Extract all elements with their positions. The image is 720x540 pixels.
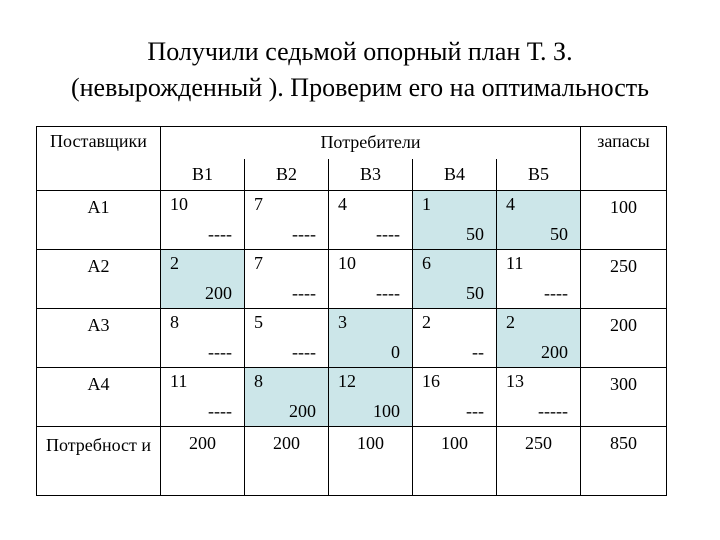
consumer-demand: 200 [245, 427, 329, 496]
plan-cell [329, 250, 413, 309]
plan-cell [245, 250, 329, 309]
cell-cost: 5 [254, 312, 263, 332]
demand-row [37, 427, 667, 496]
cell-shipment: 50 [466, 224, 484, 244]
supplier-stock: 200 [581, 309, 667, 368]
cell-cost: 6 [422, 253, 431, 273]
supplier-label: A1 [37, 191, 161, 250]
plan-cell [413, 250, 497, 309]
plan-cell [161, 309, 245, 368]
cell-cost: 13 [506, 371, 524, 391]
cell-shipment: ---- [376, 224, 400, 244]
cell-cost: 4 [506, 194, 515, 214]
cell-cost: 4 [338, 194, 347, 214]
header-suppliers: Поставщики [37, 127, 161, 191]
supplier-label: A3 [37, 309, 161, 368]
cell-shipment: 100 [373, 401, 400, 421]
header-consumer: B1 [161, 159, 245, 191]
plan-cell [329, 309, 413, 368]
cell-shipment: ---- [208, 342, 232, 362]
cell-shipment: 50 [550, 224, 568, 244]
plan-cell [161, 368, 245, 427]
plan-cell [497, 368, 581, 427]
consumer-demand: 250 [497, 427, 581, 496]
supplier-row [37, 191, 667, 250]
consumer-demand: 100 [329, 427, 413, 496]
cell-shipment: 50 [466, 283, 484, 303]
plan-cell [329, 191, 413, 250]
cell-cost: 10 [338, 253, 356, 273]
cell-shipment: 200 [541, 342, 568, 362]
plan-cell [245, 309, 329, 368]
cell-shipment: -- [472, 342, 484, 362]
cell-shipment: 0 [391, 342, 400, 362]
cell-cost: 1 [422, 194, 431, 214]
slide-title [0, 34, 720, 106]
header-consumer: B2 [245, 159, 329, 191]
cell-shipment: 200 [289, 401, 316, 421]
header-stocks: запасы [581, 127, 667, 191]
plan-cell [329, 368, 413, 427]
cell-shipment: ---- [376, 283, 400, 303]
total-stock: 850 [581, 427, 667, 496]
consumer-demand: 100 [413, 427, 497, 496]
cell-cost: 7 [254, 253, 263, 273]
cell-cost: 2 [506, 312, 515, 332]
cell-cost: 11 [170, 371, 188, 391]
supplier-row [37, 309, 667, 368]
cell-shipment: --- [466, 401, 484, 421]
supplier-stock: 100 [581, 191, 667, 250]
title-line-1: Получили седьмой опорный план Т. З. [147, 37, 573, 66]
supplier-label: A4 [37, 368, 161, 427]
cell-cost: 2 [422, 312, 431, 332]
demand-label: Потребност и [37, 427, 161, 496]
title-line-2: (невырожденный ). Проверим его на оптимальность [70, 73, 650, 102]
cell-cost: 10 [170, 194, 188, 214]
cell-shipment: ---- [292, 224, 316, 244]
header-consumers: Потребители [161, 127, 581, 159]
plan-cell [497, 191, 581, 250]
cell-shipment: ---- [292, 342, 316, 362]
cell-cost: 3 [338, 312, 347, 332]
plan-cell [497, 250, 581, 309]
supplier-row [37, 250, 667, 309]
cell-cost: 8 [254, 371, 263, 391]
plan-cell [161, 191, 245, 250]
cell-shipment: ----- [538, 401, 568, 421]
cell-cost: 2 [170, 253, 179, 273]
transport-table [36, 126, 667, 496]
plan-cell [413, 309, 497, 368]
cell-cost: 8 [170, 312, 179, 332]
plan-cell [245, 368, 329, 427]
supplier-stock: 300 [581, 368, 667, 427]
plan-cell [413, 191, 497, 250]
cell-shipment: 200 [205, 283, 232, 303]
plan-cell [497, 309, 581, 368]
plan-cell [245, 191, 329, 250]
header-consumer: B4 [413, 159, 497, 191]
header-consumer: B3 [329, 159, 413, 191]
header-consumer: B5 [497, 159, 581, 191]
cell-shipment: ---- [544, 283, 568, 303]
cell-cost: 16 [422, 371, 440, 391]
cell-shipment: ---- [292, 283, 316, 303]
supplier-stock: 250 [581, 250, 667, 309]
consumer-demand: 200 [161, 427, 245, 496]
plan-cell [413, 368, 497, 427]
cell-shipment: ---- [208, 401, 232, 421]
supplier-label: A2 [37, 250, 161, 309]
cell-shipment: ---- [208, 224, 232, 244]
cell-cost: 12 [338, 371, 356, 391]
supplier-row [37, 368, 667, 427]
cell-cost: 11 [506, 253, 524, 273]
cell-cost: 7 [254, 194, 263, 214]
plan-cell [161, 250, 245, 309]
